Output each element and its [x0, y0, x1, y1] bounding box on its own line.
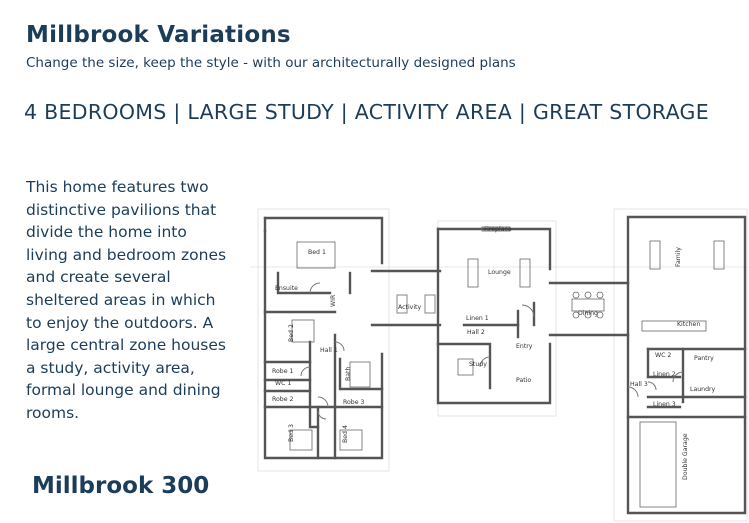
- features-heading: 4 BEDROOMS | LARGE STUDY | ACTIVITY AREA | GREAT STORAGE: [24, 100, 709, 124]
- room-wir: WIR: [330, 294, 337, 307]
- page-subtitle: Change the size, keep the style - with our architecturally designed plans: [26, 55, 516, 71]
- room-bed4: Bed 4: [342, 425, 349, 443]
- room-bed2: Bed 2: [288, 324, 295, 342]
- room-hall2: Hall 2: [467, 329, 485, 336]
- room-dining: Dining: [578, 310, 598, 317]
- floor-plan: [250, 207, 749, 523]
- room-kitchen: Kitchen: [677, 321, 701, 328]
- description-paragraph: This home features two distinctive pavilions that divide the home into living and bedroom zones and create several sheltered areas in which to enjoy the outdoors. A large central zone houses a study, activity area, formal lounge and dining rooms.: [26, 178, 227, 422]
- room-study: Study: [469, 361, 487, 368]
- room-robe3: Robe 3: [343, 399, 365, 406]
- room-bath: Bath: [345, 366, 352, 381]
- room-double-garage: Double Garage: [682, 433, 689, 480]
- page-title: Millbrook Variations: [26, 22, 291, 48]
- room-pantry: Pantry: [694, 355, 714, 362]
- room-wc2: WC 2: [655, 352, 672, 359]
- model-name: Millbrook 300: [32, 473, 210, 499]
- room-fireplace: Fireplace: [484, 226, 512, 233]
- room-robe2: Robe 2: [272, 396, 294, 403]
- room-laundry: Laundry: [690, 386, 716, 393]
- room-linen1: Linen 1: [466, 315, 489, 322]
- room-hall3: Hall 3: [630, 381, 648, 388]
- room-ensuite: Ensuite: [275, 285, 298, 292]
- room-robe1: Robe 1: [272, 368, 294, 375]
- plan-walls: [265, 217, 745, 513]
- room-family: Family: [675, 247, 682, 267]
- room-hall1: Hall 1: [320, 347, 338, 354]
- room-linen2: Linen 2: [653, 371, 676, 378]
- room-lounge: Lounge: [488, 269, 511, 276]
- room-linen3: Linen 3: [653, 401, 676, 408]
- room-activity: Activity: [398, 304, 422, 311]
- room-bed3: Bed 3: [288, 424, 295, 442]
- room-entry: Entry: [516, 343, 533, 350]
- room-bed1: Bed 1: [308, 249, 326, 256]
- plan-openings: [285, 277, 683, 419]
- room-patio: Patio: [516, 377, 532, 384]
- room-wc1: WC 1: [275, 380, 292, 387]
